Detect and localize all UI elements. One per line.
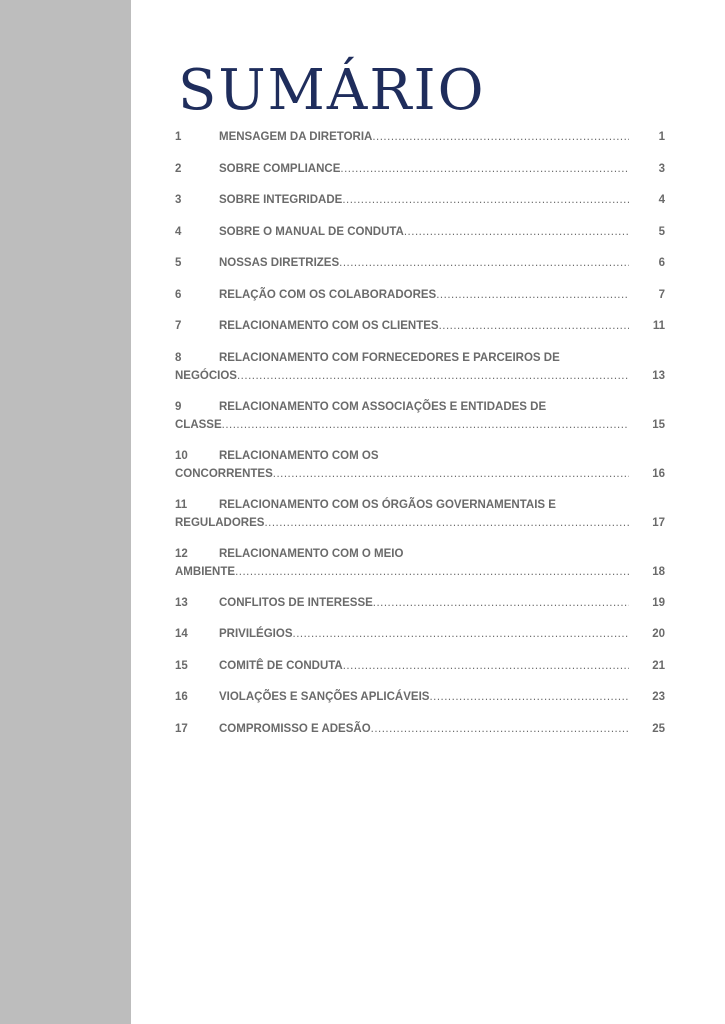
- toc-entry-number: 1: [175, 131, 182, 143]
- toc-dot-leader: [237, 367, 629, 385]
- toc-entry[interactable]: [175, 496, 665, 532]
- toc-page-number: 1: [658, 131, 665, 143]
- toc-entry[interactable]: [175, 545, 665, 581]
- toc-entry-number: 8: [175, 351, 182, 364]
- toc-entry[interactable]: [175, 160, 665, 178]
- toc-entry-title: COMPROMISSO E ADESÃO: [219, 722, 371, 735]
- toc-page-number: 7: [658, 288, 665, 301]
- toc-entry-number: 7: [175, 320, 182, 332]
- toc-page-number: 15: [652, 418, 665, 431]
- toc-entry-title: RELACIONAMENTO COM FORNECEDORES E PARCEIROS DE: [219, 351, 560, 364]
- toc-dot-leader: [273, 465, 629, 483]
- toc-entry-title: RELACIONAMENTO COM OS CLIENTES: [219, 320, 439, 332]
- toc-page-number: 3: [658, 162, 665, 175]
- toc-entry[interactable]: [175, 128, 665, 146]
- toc-entry[interactable]: [175, 349, 665, 385]
- toc-entry-title: MENSAGEM DA DIRETORIA: [219, 131, 373, 143]
- toc-entry[interactable]: [175, 254, 665, 272]
- toc-entry-title: VIOLAÇÕES E SANÇÕES APLICÁVEIS: [219, 691, 430, 703]
- toc-dot-leader: [372, 128, 629, 146]
- toc-entry-title-continued: AMBIENTE: [175, 565, 236, 578]
- toc-entry[interactable]: [175, 286, 665, 304]
- toc-entry-number: 12: [175, 547, 188, 560]
- toc-entry-number: 9: [175, 400, 182, 413]
- toc-dot-leader: [342, 191, 629, 209]
- toc-entry[interactable]: [175, 223, 665, 241]
- toc-entry[interactable]: [175, 398, 665, 434]
- toc-dot-leader: [293, 625, 630, 643]
- toc-entry-title: RELAÇÃO COM OS COLABORADORES: [219, 288, 437, 301]
- toc-entry-title: RELACIONAMENTO COM O MEIO: [219, 547, 404, 560]
- toc-page-number: 6: [658, 257, 665, 269]
- toc-entry-number: 4: [175, 225, 182, 238]
- toc-entry-title-continued: NEGÓCIOS: [175, 369, 237, 382]
- toc-dot-leader: [404, 223, 629, 241]
- toc-entry-title: PRIVILÉGIOS: [219, 628, 293, 640]
- toc-dot-leader: [264, 514, 629, 532]
- toc-page-number: 21: [652, 659, 665, 672]
- left-sidebar-band: [0, 0, 131, 1024]
- toc-entry-number: 14: [175, 628, 188, 640]
- toc-dot-leader: [371, 720, 629, 738]
- toc-entry-title: RELACIONAMENTO COM OS: [219, 449, 379, 462]
- toc-page-number: 13: [652, 369, 665, 382]
- toc-dot-leader: [222, 416, 629, 434]
- toc-page-number: 20: [652, 628, 665, 640]
- toc-entry[interactable]: [175, 594, 665, 612]
- toc-entry-title: COMITÊ DE CONDUTA: [219, 659, 343, 672]
- toc-dot-leader: [235, 563, 629, 581]
- toc-entry-title: SOBRE O MANUAL DE CONDUTA: [219, 225, 404, 238]
- toc-dot-leader: [343, 657, 629, 675]
- toc-entry-number: 15: [175, 659, 188, 672]
- toc-entry-number: 5: [175, 257, 182, 269]
- toc-entry-title-continued: REGULADORES: [175, 516, 265, 529]
- toc-page-number: 17: [652, 516, 665, 529]
- toc-dot-leader: [429, 688, 629, 706]
- toc-page-number: 5: [658, 225, 665, 238]
- toc-page-number: 19: [652, 596, 665, 609]
- toc-page-number: 18: [652, 565, 665, 578]
- toc-entry-title: NOSSAS DIRETRIZES: [219, 257, 340, 269]
- toc-dot-leader: [439, 317, 629, 335]
- toc-page-number: 4: [658, 194, 665, 206]
- toc-entry[interactable]: [175, 720, 665, 738]
- toc-entry[interactable]: [175, 447, 665, 483]
- toc-entry-number: 2: [175, 162, 182, 175]
- toc-dot-leader: [436, 286, 629, 304]
- toc-entry-title: CONFLITOS DE INTERESSE: [219, 596, 373, 609]
- toc-entry-title: SOBRE COMPLIANCE: [219, 162, 341, 175]
- toc-entry-number: 10: [175, 449, 188, 462]
- toc-page-number: 25: [652, 722, 665, 735]
- toc-entry-title-continued: CLASSE: [175, 418, 222, 431]
- toc-entry-number: 13: [175, 596, 188, 609]
- toc-page-number: 23: [652, 691, 665, 703]
- toc-entry-number: 6: [175, 288, 182, 301]
- toc-entry-title: SOBRE INTEGRIDADE: [219, 194, 343, 206]
- toc-entry[interactable]: [175, 688, 665, 706]
- toc-dot-leader: [373, 594, 629, 612]
- toc-dot-leader: [340, 160, 629, 178]
- toc-entry-title: RELACIONAMENTO COM OS ÓRGÃOS GOVERNAMENTAIS E: [219, 498, 556, 511]
- toc-entry[interactable]: [175, 317, 665, 335]
- toc-page-number: 16: [652, 467, 665, 480]
- toc-entry-number: 17: [175, 722, 188, 735]
- toc-entry[interactable]: [175, 625, 665, 643]
- toc-entry-number: 11: [175, 498, 188, 511]
- toc-entry[interactable]: [175, 657, 665, 675]
- page-title: SUMÁRIO: [178, 58, 486, 123]
- toc-dot-leader: [339, 254, 629, 272]
- toc-entry-number: 3: [175, 194, 182, 206]
- toc-entry-title: RELACIONAMENTO COM ASSOCIAÇÕES E ENTIDADES DE: [219, 400, 547, 413]
- toc-entry-number: 16: [175, 691, 188, 703]
- toc-entry[interactable]: [175, 191, 665, 209]
- toc-entry-title-continued: CONCORRENTES: [175, 467, 273, 480]
- toc-page-number: 11: [652, 320, 665, 332]
